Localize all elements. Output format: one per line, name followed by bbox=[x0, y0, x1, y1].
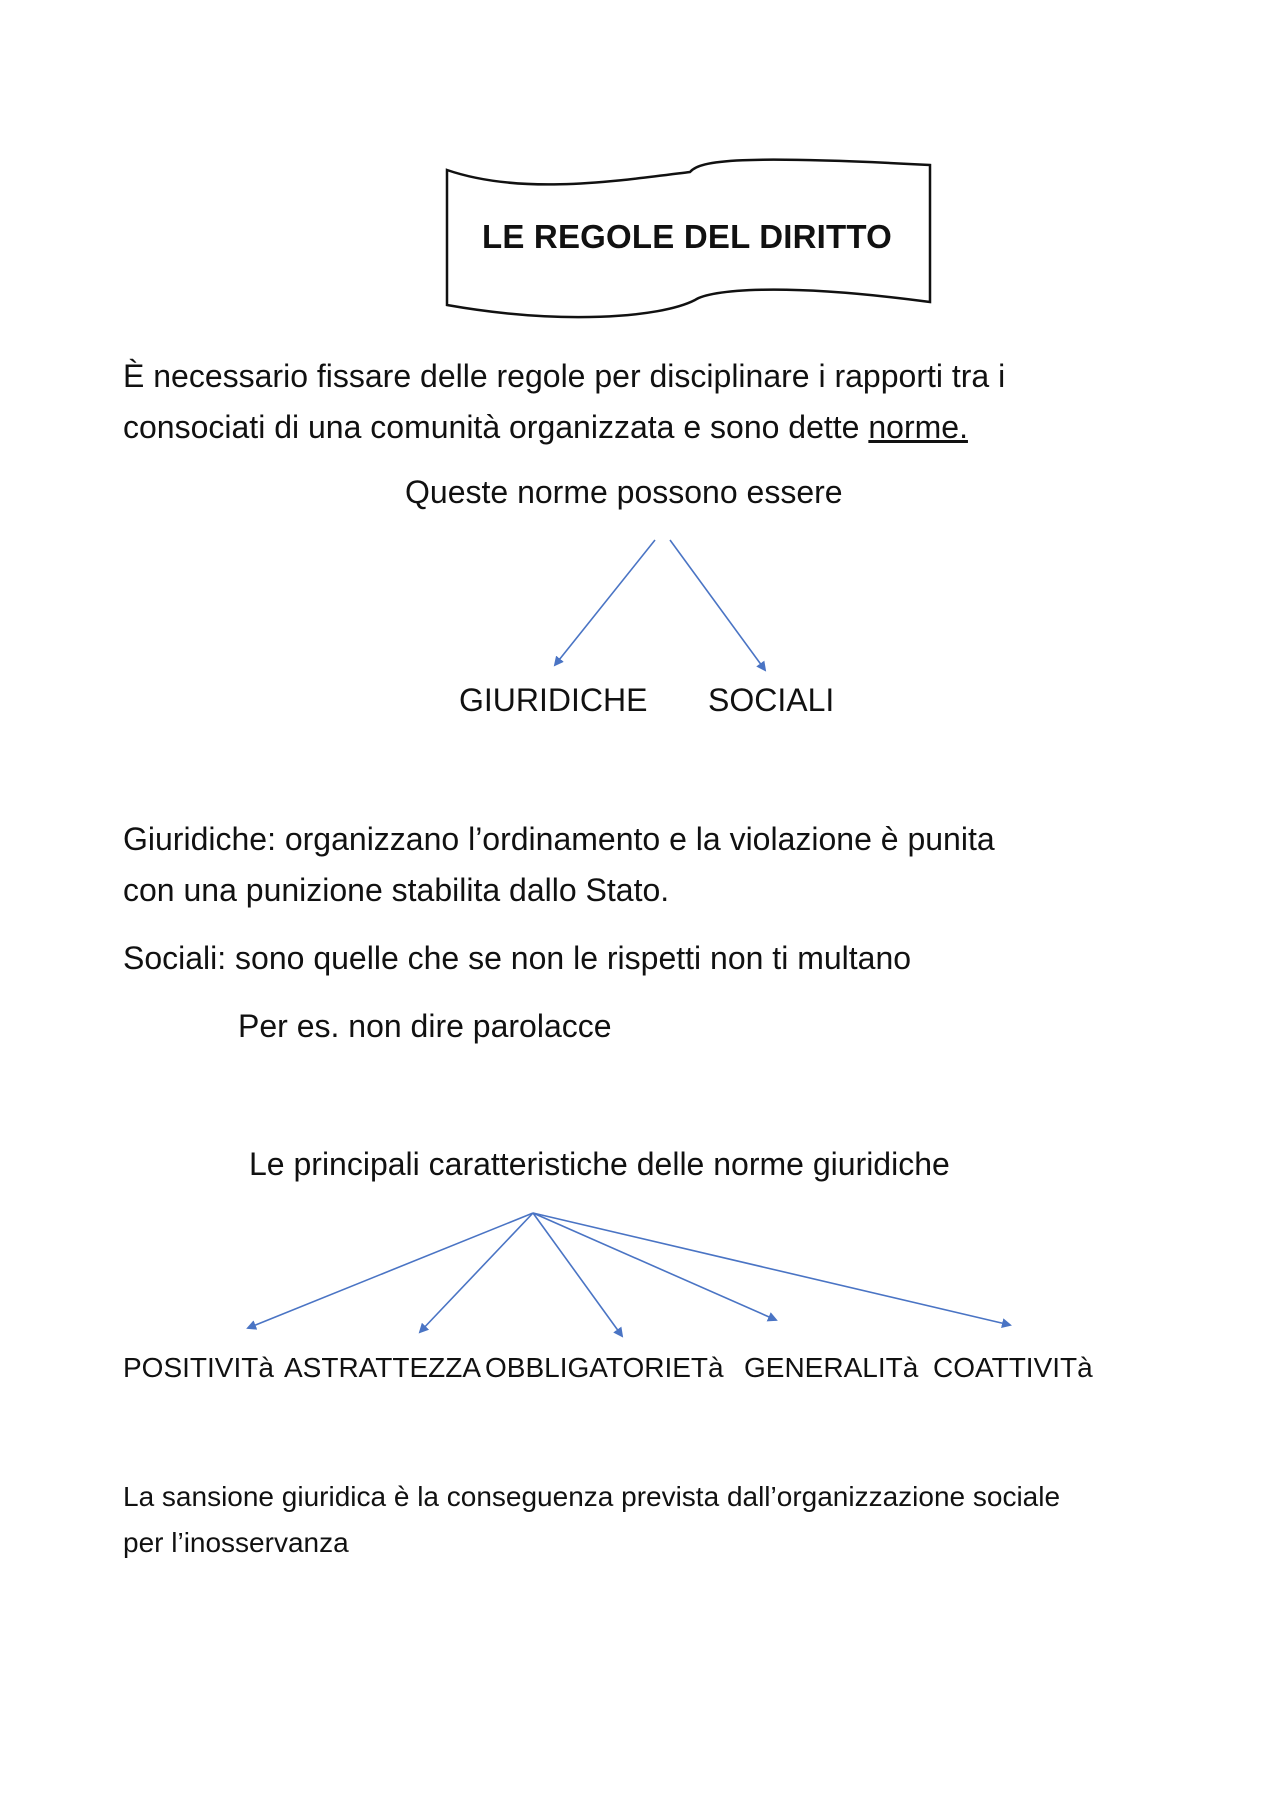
characteristics-lead: Le principali caratteristiche delle norme giuridiche bbox=[249, 1146, 950, 1182]
page-title: LE REGOLE DEL DIRITTO bbox=[481, 218, 892, 255]
arrow-to-giuridiche bbox=[555, 540, 655, 665]
characteristic-positivita: POSITIVITà bbox=[123, 1352, 274, 1383]
norm-type-giuridiche: GIURIDICHE bbox=[459, 682, 648, 718]
intro-line-1: È necessario fissare delle regole per disciplinare i rapporti tra i bbox=[123, 358, 1006, 394]
characteristic-astrattezza: ASTRATTEZZA bbox=[284, 1352, 482, 1383]
intro-line-2-text: consociati di una comunità organizzata e sono dette bbox=[123, 409, 869, 445]
norme-term: norme. bbox=[868, 409, 968, 445]
sociali-definition: Sociali: sono quelle che se non le rispetti non ti multano bbox=[123, 940, 912, 976]
arrow-to-positivita bbox=[248, 1213, 533, 1328]
sociali-example: Per es. non dire parolacce bbox=[238, 1008, 612, 1044]
sanction-line-1: La sansione giuridica è la conseguenza prevista dall’organizzazione sociale bbox=[123, 1481, 1061, 1512]
arrow-to-astrattezza bbox=[420, 1213, 533, 1332]
arrow-to-generalita bbox=[533, 1213, 776, 1320]
characteristic-coattivita: COATTIVITà bbox=[933, 1352, 1093, 1383]
norm-type-sociali: SOCIALI bbox=[708, 682, 835, 718]
arrow-to-coattivita bbox=[533, 1213, 1010, 1325]
characteristic-arrows bbox=[248, 1213, 1010, 1336]
characteristic-obbligatorieta: OBBLIGATORIETà bbox=[485, 1352, 724, 1383]
giuridiche-line-2: con una punizione stabilita dallo Stato. bbox=[123, 872, 670, 908]
giuridiche-line-1: Giuridiche: organizzano l’ordinamento e la violazione è punita bbox=[123, 821, 995, 857]
norms-lead: Queste norme possono essere bbox=[405, 474, 843, 510]
norm-type-arrows bbox=[555, 540, 765, 670]
characteristic-generalita: GENERALITà bbox=[744, 1352, 919, 1383]
sanction-line-2: per l’inosservanza bbox=[123, 1527, 349, 1558]
arrow-to-sociali bbox=[670, 540, 765, 670]
